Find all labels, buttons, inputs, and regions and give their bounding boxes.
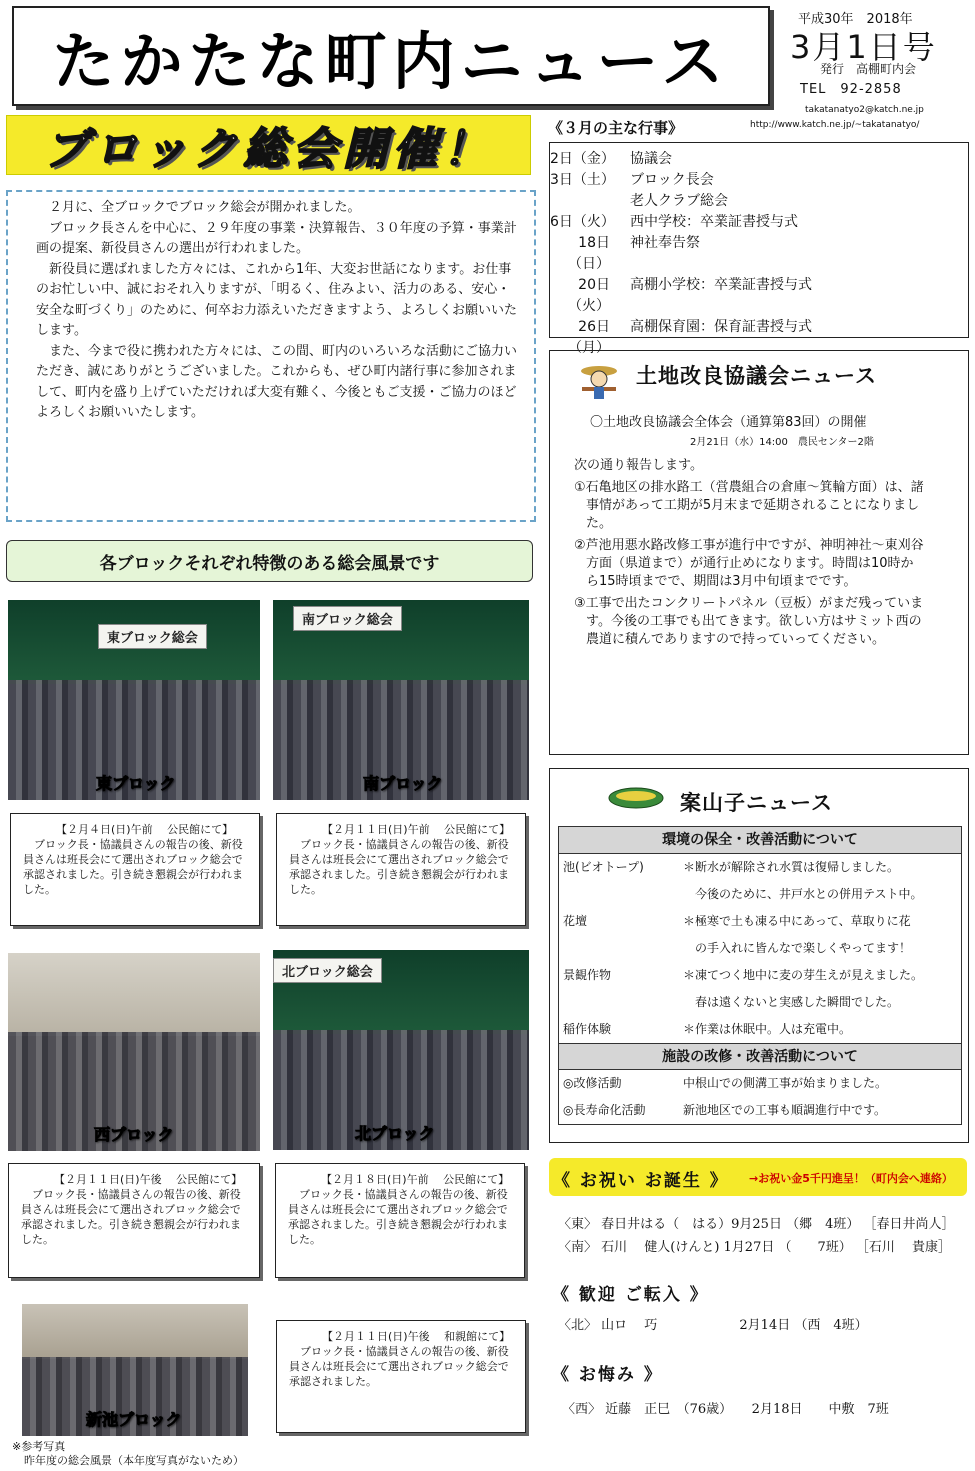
land-item: ③工事で出たコンクリートパネル（豆板）がまだ残っています。今後の工事でも出てきます。欲しい方はサミット西の農道に積んでありますので持っていってください。 — [574, 596, 924, 647]
event-text: 協議会 — [630, 151, 672, 167]
east-block-photo — [8, 600, 260, 800]
events-heading: 《３月の主な行事》 — [548, 119, 684, 137]
welcome-title: 《 歓迎 ご転入 》 — [552, 1285, 709, 1305]
kakashi-row-name: 稲作体験 — [563, 1022, 612, 1036]
event-date: 2日（金） — [550, 151, 615, 167]
note-body: ブロック長・協議員さんの報告の後、新役員さんは班長会にて選出されブロック総会で承認されました。引き続き懇親会が行われました。 — [23, 838, 243, 896]
photo-sign: 南ブロック総会 — [293, 606, 402, 631]
note-body: ブロック長・協議員さんの報告の後、新役員さんは班長会にて選出されブロック総会で承認されました。 — [289, 1345, 509, 1388]
event-text: 神社奉告祭 — [630, 235, 700, 251]
kakashi-row — [559, 935, 961, 962]
land-improvement-news — [549, 350, 969, 755]
land-item: ①石亀地区の排水路工（営農組合の倉庫～箕輪方面）は、諸事情があって工期が5月末まで延期されることになりました。 — [574, 480, 924, 531]
intro-paragraph: 新役員に選ばれました方々には、これから1年、大変お世話になります。お仕事のお忙しい中、誠におそれ入りますが、「明るく、住みよい、活力のある、安心・安全な町づくり」のために、何卒お力添えいただきますよう、よろしくお願いいたします。 — [36, 261, 518, 338]
event-row — [550, 275, 968, 317]
event-row — [550, 233, 968, 275]
note-body: ブロック長・協議員さんの報告の後、新役員さんは班長会にて選出されブロック総会で承認されました。引き続き懇親会が行われました。 — [288, 1188, 508, 1246]
event-text: 老人クラブ総会 — [630, 193, 728, 209]
event-date — [550, 191, 630, 212]
kakashi-row — [559, 854, 961, 881]
kakashi-row-value: 中根山での側溝工事が始まりました。 — [683, 1076, 888, 1090]
photo-label: 新池ブロック — [86, 1410, 182, 1429]
kakashi-row — [559, 908, 961, 935]
kakashi-row-name: 景観作物 — [563, 968, 612, 982]
celebration-bar — [549, 1158, 967, 1196]
celebration-entry: 〈東〉 春日井はる（ はる）9月25日 （郷 4班） ［春日井尚人］ — [558, 1217, 955, 1232]
land-meeting-detail: 2月21日（水）14:00 農民センター2階 — [690, 437, 874, 448]
event-row — [550, 170, 968, 191]
note-heading: 【２月４日(日)午前 公民館にて】 — [56, 823, 234, 836]
event-date: 18日（日） — [568, 235, 610, 272]
note-heading: 【２月１１日(日)午後 公民館にて】 — [54, 1173, 243, 1186]
intro-article — [6, 190, 536, 522]
email-address[interactable]: takatanatyo2@katch.ne.jp — [805, 105, 924, 115]
east-block-note — [10, 813, 260, 926]
kakashi-row-name: ◎改修活動 — [563, 1076, 622, 1090]
kakashi-row-name — [559, 881, 683, 908]
photo-sign: 北ブロック総会 — [273, 958, 382, 983]
south-block-note — [276, 813, 526, 926]
kakashi-row-value: ＊作業は休眠中。人は充電中。 — [683, 1022, 852, 1036]
kakashi-news — [549, 768, 969, 1143]
shinike-block-photo — [22, 1304, 248, 1436]
photo-footnote — [12, 1440, 244, 1468]
land-lead: 次の通り報告します。 — [574, 458, 703, 473]
land-title: 土地改良協議会ニュース — [636, 364, 877, 388]
event-date: 26日（月） — [568, 319, 610, 356]
kakashi-row — [559, 989, 961, 1016]
note-body: ブロック長・協議員さんの報告の後、新役員さんは班長会にて選出されブロック総会で承認されました。引き続き懇親会が行われました。 — [289, 838, 509, 896]
north-block-note — [275, 1163, 525, 1278]
event-text: ブロック長会 — [630, 172, 714, 188]
note-heading: 【２月１１日(日)午後 和親館にて】 — [322, 1330, 511, 1343]
event-text: 高棚保育園：保育証書授与式 — [630, 319, 812, 335]
kakashi-row — [559, 962, 961, 989]
photo-label: 東ブロック — [96, 774, 176, 793]
photo-section-caption: 各ブロックそれぞれ特徴のある総会風景です — [6, 540, 533, 582]
issue-date: 3月1日号 — [790, 28, 937, 66]
event-row — [550, 212, 968, 233]
kakashi-logo-icon — [608, 787, 664, 809]
celebration-note: →お祝い金5千円進呈！（町内会へ連絡） — [749, 1172, 953, 1185]
land-item: ②芦池用悪水路改修工事が進行中ですが、神明神社～東刈谷方面（県道まで）が通行止めになります。時間は10時から15時頃までで、期間は3月中旬頃までです。 — [574, 538, 924, 589]
welcome-entry: 〈北〉 山ロ 巧 2月14日 （西 4班） — [558, 1318, 868, 1333]
note-heading: 【２月１８日(日)午前 公民館にて】 — [321, 1173, 510, 1186]
note-heading: 【２月１１日(日)午前 公民館にて】 — [322, 823, 511, 836]
event-date: 3日（土） — [550, 172, 615, 188]
kakashi-section-heading: 環境の保全・改善活動について — [559, 827, 961, 854]
land-meeting: 〇土地改良協議会全体会（通算第83回）の開催 — [590, 415, 867, 430]
photo-label: 北ブロック — [355, 1124, 435, 1143]
event-row — [550, 191, 968, 212]
headline-text: ブロック総会開催！ — [43, 124, 494, 175]
intro-paragraph: ２月に、全ブロックでブロック総会が開かれました。 — [49, 200, 361, 215]
intro-paragraph: ブロック長さんを中心に、２９年度の事業・決算報告、３０年度の予算・事業計画の提案、新役員さんの選出が行われました。 — [36, 220, 517, 256]
north-block-photo — [273, 950, 529, 1150]
photo-sign: 東ブロック総会 — [98, 624, 207, 649]
event-date: 6日（火） — [550, 214, 615, 230]
scarecrow-mascot-icon — [578, 363, 620, 399]
kakashi-row-name — [559, 989, 683, 1016]
kakashi-row — [559, 881, 961, 908]
photo-label: 西ブロック — [94, 1125, 174, 1144]
event-date: 20日（火） — [568, 277, 610, 314]
issue-era: 平成30年 2018年 — [798, 12, 913, 27]
kakashi-row-value: の手入れに皆んなで楽しくやってます！ — [683, 941, 912, 955]
kakashi-section-heading: 施設の改修・改善活動について — [559, 1043, 961, 1070]
kakashi-row — [559, 1070, 961, 1097]
masthead — [12, 6, 770, 106]
celebration-entry: 〈南〉 石川 健人(けんと) 1月27日 （ 7班） ［石川 貴康］ — [558, 1240, 952, 1255]
event-text: 西中学校：卒業証書授与式 — [630, 214, 798, 230]
note-body: ブロック長・協議員さんの報告の後、新役員さんは班長会にて選出されブロック総会で承認されました。引き続き懇親会が行われました。 — [21, 1188, 241, 1246]
phone-number: TEL 92-2858 — [800, 82, 902, 97]
kakashi-row-name: 池(ビオトープ) — [563, 860, 644, 874]
celebration-title: 《 お祝い お誕生 》 — [553, 1171, 729, 1191]
kakashi-row-name — [559, 935, 683, 962]
kakashi-row — [559, 1097, 961, 1124]
publisher: 発行 高棚町内会 — [820, 62, 917, 76]
kakashi-table — [558, 826, 962, 1125]
event-row — [550, 149, 968, 170]
intro-paragraph: また、今まで役に携われた方々には、この間、町内のいろいろな活動にご協力いただき、誠にありがとうございました。これからも、ぜひ町内諸行事に参加されまして、町内を盛り上げていただければ大変有難く、今後ともご支援・ご協力のほどよろしくお願いいたします。 — [36, 343, 518, 420]
kakashi-row-value: 今後のために、井戸水との併用テスト中。 — [683, 887, 923, 901]
kakashi-title: 案山子ニュース — [680, 791, 833, 815]
footnote-line: 昨年度の総会風景（本年度写真がないため） — [24, 1454, 244, 1467]
kakashi-row-value: ＊断水が解除され水質は復帰しました。 — [683, 860, 900, 874]
headline-banner — [6, 115, 531, 175]
condolence-entry: 〈西〉 近藤 正巳 （76歳） 2月18日 中敷 7班 — [562, 1402, 889, 1417]
newsletter-title: たかたな町内ニュース — [52, 24, 730, 98]
kakashi-row-value: 新池地区での工事も順調進行中です。 — [683, 1103, 887, 1117]
south-block-photo — [273, 600, 529, 800]
website-url[interactable]: http://www.katch.ne.jp/~takatanatyo/ — [750, 120, 920, 130]
footnote-line: ※参考写真 — [12, 1440, 66, 1453]
kakashi-row-name: ◎長寿命化活動 — [563, 1103, 646, 1117]
west-block-note — [8, 1163, 260, 1278]
kakashi-row-name: 花壇 — [563, 914, 588, 928]
west-block-photo — [8, 953, 260, 1151]
kakashi-row-value: 春は遠くないと実感した瞬間でした。 — [683, 995, 900, 1009]
photo-label: 南ブロック — [363, 774, 443, 793]
kakashi-row-value: ＊極寒で土も凍る中にあって、草取りに花 — [683, 914, 911, 928]
event-text: 高棚小学校：卒業証書授与式 — [630, 277, 812, 293]
kakashi-row-value: ＊凍てつく地中に麦の芽生えが見えました。 — [683, 968, 924, 982]
kakashi-row — [559, 1016, 961, 1043]
shinike-block-note — [276, 1320, 526, 1433]
events-list — [549, 142, 969, 356]
condolence-title: 《 お悔み 》 — [552, 1365, 663, 1385]
